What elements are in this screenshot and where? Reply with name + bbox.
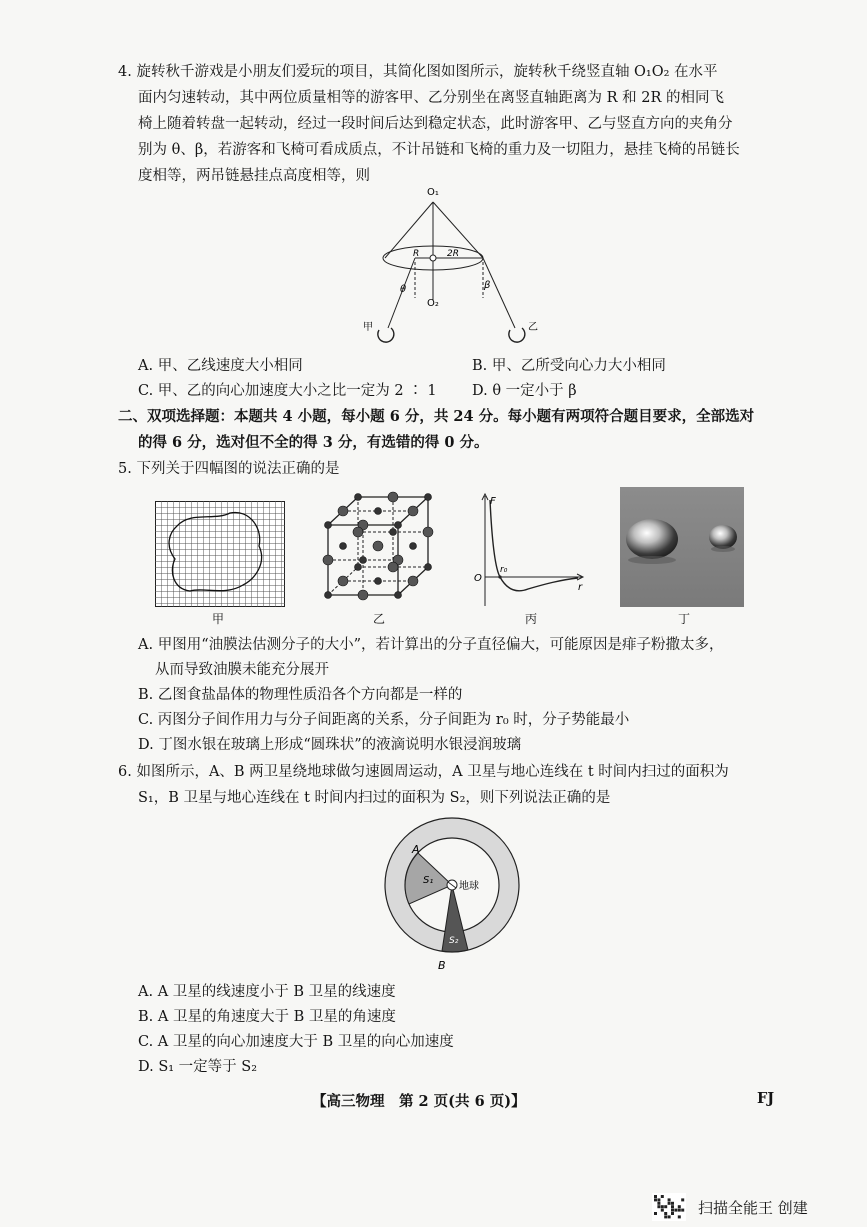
q4-swing-figure (355, 180, 555, 350)
q6-option-d: D. S₁ 一定等于 S₂ (138, 1059, 258, 1075)
q5-option-b: B. 乙图食盐晶体的物理性质沿各个方向都是一样的 (138, 687, 463, 703)
q6-line-2: S₁，B 卫星与地心连线在 t 时间内扫过的面积为 S₂，则下列说法正确的是 (138, 790, 611, 806)
fig-jia-label: 甲 (212, 612, 225, 626)
fig-ding-label: 丁 (678, 612, 691, 626)
large-droplet (626, 519, 678, 559)
q4-line-2: 面内匀速转动，其中两位质量相等的游客甲、乙分别坐在离竖直轴距离为 R 和 2R 的相同飞 (138, 90, 724, 106)
q4-line-1: 4. 旋转秋千游戏是小朋友们爱玩的项目，其简化图如图所示，旋转秋千绕竖直轴 O₁O₂ 在水平 (118, 64, 718, 80)
mercury-droplets-photo (620, 487, 744, 607)
q6-option-c: C. A 卫星的向心加速度大于 B 卫星的向心加速度 (138, 1034, 454, 1050)
page-footer: 【高三物理 第 2 页(共 6 页)】 (312, 1093, 526, 1110)
qr-code-icon (652, 1193, 686, 1221)
small-droplet (709, 525, 737, 549)
satellite-a-label: A (412, 843, 420, 856)
q5-option-d: D. 丁图水银在玻璃上形成“圆珠状”的液滴说明水银浸润玻璃 (138, 737, 522, 753)
r0-label: r₀ (500, 565, 508, 575)
q6-option-b: B. A 卫星的角速度大于 B 卫星的角速度 (138, 1009, 396, 1025)
fig-yi-label: 乙 (373, 612, 386, 626)
q5-option-a-line-2: 从而导致油膜未能充分展开 (155, 662, 329, 678)
left-chair (378, 328, 394, 342)
section2-line-1: 二、双项选择题：本题共 4 小题，每小题 6 分，共 24 分。每小题有两项符合题目要求，全部选对 (118, 408, 755, 425)
r-label: R (413, 249, 420, 259)
origin-label: O (474, 573, 482, 584)
fig-bing-label: 丙 (525, 612, 538, 626)
right-chair (509, 328, 525, 342)
q5-stem: 5. 下列关于四幅图的说法正确的是 (118, 461, 340, 477)
r2-label: 2R (447, 249, 459, 259)
satellite-b-label: B (438, 959, 446, 972)
beta-label: β (484, 280, 491, 291)
satellite-orbit-figure (380, 815, 530, 975)
q4-option-d: D. θ 一定小于 β (472, 383, 577, 399)
footer-code: FJ (757, 1090, 775, 1107)
q6-line-1: 6. 如图所示，A、B 两卫星绕地球做匀速圆周运动，A 卫星与地心连线在 t 时间内扫过的面积为 (118, 764, 729, 780)
right-chain (483, 258, 515, 328)
o1-label: O₁ (427, 187, 439, 198)
theta-label: θ (400, 284, 407, 295)
oil-film-grid-figure (155, 501, 285, 607)
q4-line-4: 别为 θ、β，若游客和飞椅可看成质点，不计吊链和飞椅的重力及一切阻力，悬挂飞椅的吊链长 (138, 142, 740, 158)
q4-line-5: 度相等，两吊链悬挂点高度相等，则 (138, 168, 370, 184)
q4-option-b: B. 甲、乙所受向心力大小相同 (472, 358, 666, 374)
r-axis-label: r (578, 582, 583, 593)
yi-label: 乙 (528, 322, 538, 333)
scanner-watermark: 扫描全能王 创建 (698, 1199, 808, 1217)
earth-label: 地球 (459, 881, 479, 892)
o2-label: O₂ (427, 298, 439, 309)
section2-line-2: 的得 6 分，选对但不全的得 3 分，有选错的得 0 分。 (138, 434, 489, 451)
q6-option-a: A. A 卫星的线速度小于 B 卫星的线速度 (138, 984, 396, 1000)
s2-label: S₂ (449, 936, 459, 946)
cone-left-edge (385, 202, 433, 258)
jia-label: 甲 (363, 322, 373, 333)
q4-option-a: A. 甲、乙线速度大小相同 (138, 358, 303, 374)
s1-label: S₁ (423, 875, 434, 886)
force-distance-graph (470, 488, 590, 608)
q4-option-c: C. 甲、乙的向心加速度大小之比一定为 2 ∶ 1 (138, 383, 437, 399)
q5-option-a-line-1: A. 甲图用“油膜法估测分子的大小”，若计算出的分子直径偏大，可能原因是痱子粉撒太多， (138, 637, 724, 653)
crystal-lattice-figure (318, 487, 443, 609)
q4-line-3: 椅上随着转盘一起转动，经过一段时间后达到稳定状态，此时游客甲、乙与竖直方向的夹角分 (138, 116, 733, 132)
q5-option-c: C. 丙图分子间作用力与分子间距离的关系，分子间距为 r₀ 时，分子势能最小 (138, 712, 630, 728)
f-axis-label: F (490, 496, 496, 507)
